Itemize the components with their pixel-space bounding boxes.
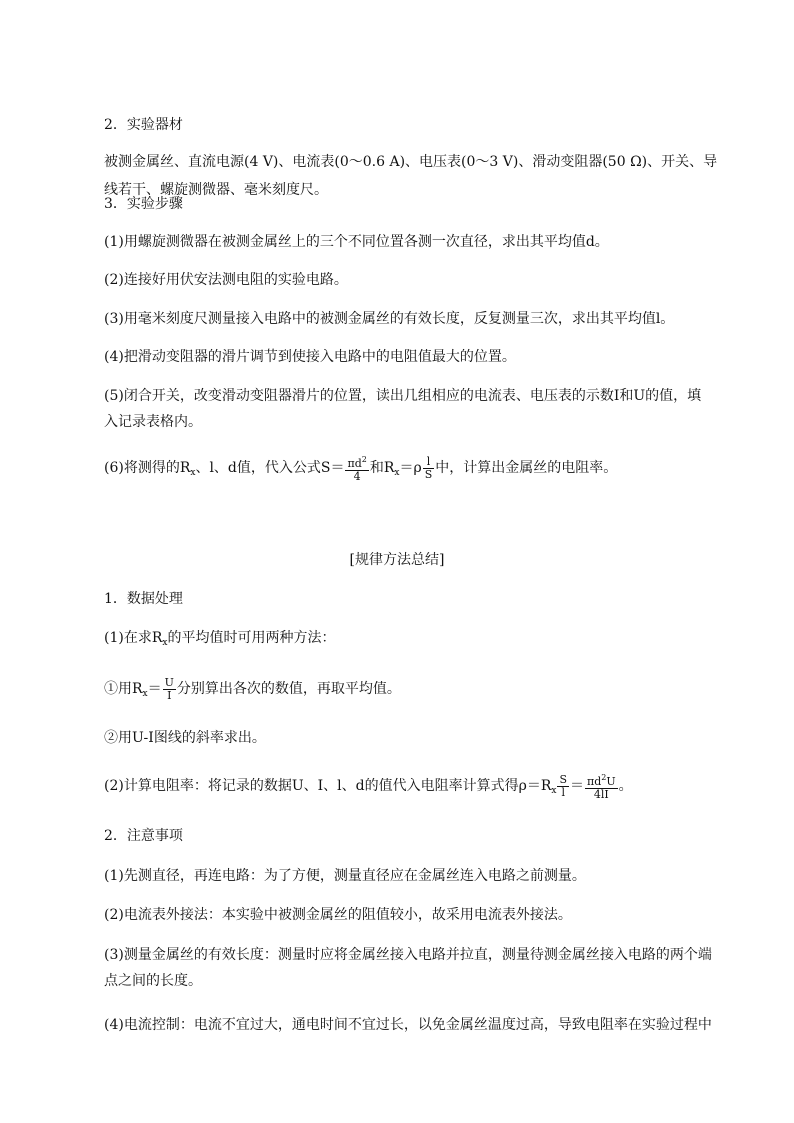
step-2: (2)连接好用伏安法测电阻的实验电路。 [104, 272, 348, 288]
text: ＝ [147, 681, 162, 697]
subscript-x: x [190, 468, 196, 478]
equipment-paragraph: 被测金属丝、直流电源(4 V)、电流表(0～0.6 A)、电压表(0～3 V)、滑动变阻器(50 Ω)、开关、导线若干、螺旋测微器、毫米刻度尺。 [104, 154, 718, 198]
subscript-x: x [162, 638, 168, 648]
superscript-2: 2 [361, 454, 367, 464]
step-5-line-1: (5)闭合开关，改变滑动变阻器滑片的位置，读出几组相应的电流表、电压表的示数I和U的值，填 [104, 388, 702, 404]
text: ①用R [104, 681, 143, 697]
fraction-numerator: l [423, 456, 435, 469]
superscript-2: 2 [601, 772, 607, 782]
area-formula-fraction [345, 454, 368, 483]
text: (1)在求R [104, 630, 163, 646]
text: ＝ [570, 778, 584, 794]
step6-text-d: ＝ρ [399, 460, 422, 476]
text: 的平均值时可用两种方法： [167, 630, 336, 646]
step6-text-c: 和R [369, 460, 395, 476]
step6-text-e: 中，计算出金属丝的电阻率。 [435, 460, 618, 476]
step-3: (3)用毫米刻度尺测量接入电路中的被测金属丝的有效长度，反复测量三次，求出其平均值l。 [104, 311, 675, 327]
fraction-numerator-u: U [606, 774, 616, 788]
subscript-x: x [551, 786, 557, 796]
s-over-l-fraction [557, 774, 569, 799]
fraction-numerator: πd [587, 774, 602, 788]
fraction-denominator: l [561, 785, 565, 799]
text: 分别算出各次的数值，再取平均值。 [176, 681, 401, 697]
note-1: (1)先测直径，再连电路：为了方便，测量直径应在金属丝连入电路之前测量。 [104, 868, 586, 884]
step-1: (1)用螺旋测微器在被测金属丝上的三个不同位置各测一次直径，求出其平均值d。 [104, 234, 609, 250]
section-3-title: 3．实验步骤 [104, 196, 183, 212]
note-4: (4)电流控制：电流不宜过大，通电时间不宜过长，以免金属丝温度过高，导致电阻率在实验过程中 [104, 1017, 712, 1033]
step6-text-b: 、l、d值，代入公式S＝ [195, 460, 345, 476]
step-5-line-2: 入记录表格内。 [104, 414, 202, 430]
fraction-numerator: S [559, 772, 567, 786]
ohm-law-fraction [163, 677, 176, 702]
step-4: (4)把滑动变阻器的滑片调节到使接入电路中的电阻值最大的位置。 [104, 349, 516, 365]
fraction-numerator: U [164, 675, 174, 689]
summary-heading: [规律方法总结] [349, 552, 445, 568]
step-6 [104, 453, 617, 488]
data-processing-1 [104, 628, 335, 653]
method-2: ②用U-I图线的斜率求出。 [104, 730, 266, 746]
resistance-formula-fraction [423, 456, 435, 481]
text: (2)计算电阻率：将记录的数据U、I、l、d的值代入电阻率计算式得ρ＝R [104, 778, 552, 794]
fraction-denominator: 4lI [593, 787, 609, 801]
fraction-denominator: S [424, 467, 433, 481]
step6-text-a: (6)将测得的R [104, 460, 191, 476]
subscript-x: x [142, 689, 148, 699]
text: 。 [618, 778, 633, 794]
note-2: (2)电流表外接法：本实验中被测金属丝的阻值较小，故采用电流表外接法。 [104, 907, 572, 923]
subscript-x: x [394, 468, 400, 478]
notes-title: 2．注意事项 [104, 828, 183, 844]
fraction-numerator: πd [347, 456, 362, 470]
method-1 [104, 673, 401, 710]
resistivity-fraction [585, 772, 618, 801]
data-processing-2 [104, 770, 633, 807]
note-3-line-1: (3)测量金属丝的有效长度：测量时应将金属丝接入电路并拉直，测量待测金属丝接入电路的两个端 [104, 947, 712, 963]
section-2-title: 2．实验器材 [104, 117, 183, 133]
fraction-denominator: 4 [353, 469, 361, 483]
note-3-line-2: 点之间的长度。 [104, 973, 202, 989]
fraction-denominator: I [167, 688, 172, 702]
data-processing-title: 1．数据处理 [104, 591, 183, 607]
